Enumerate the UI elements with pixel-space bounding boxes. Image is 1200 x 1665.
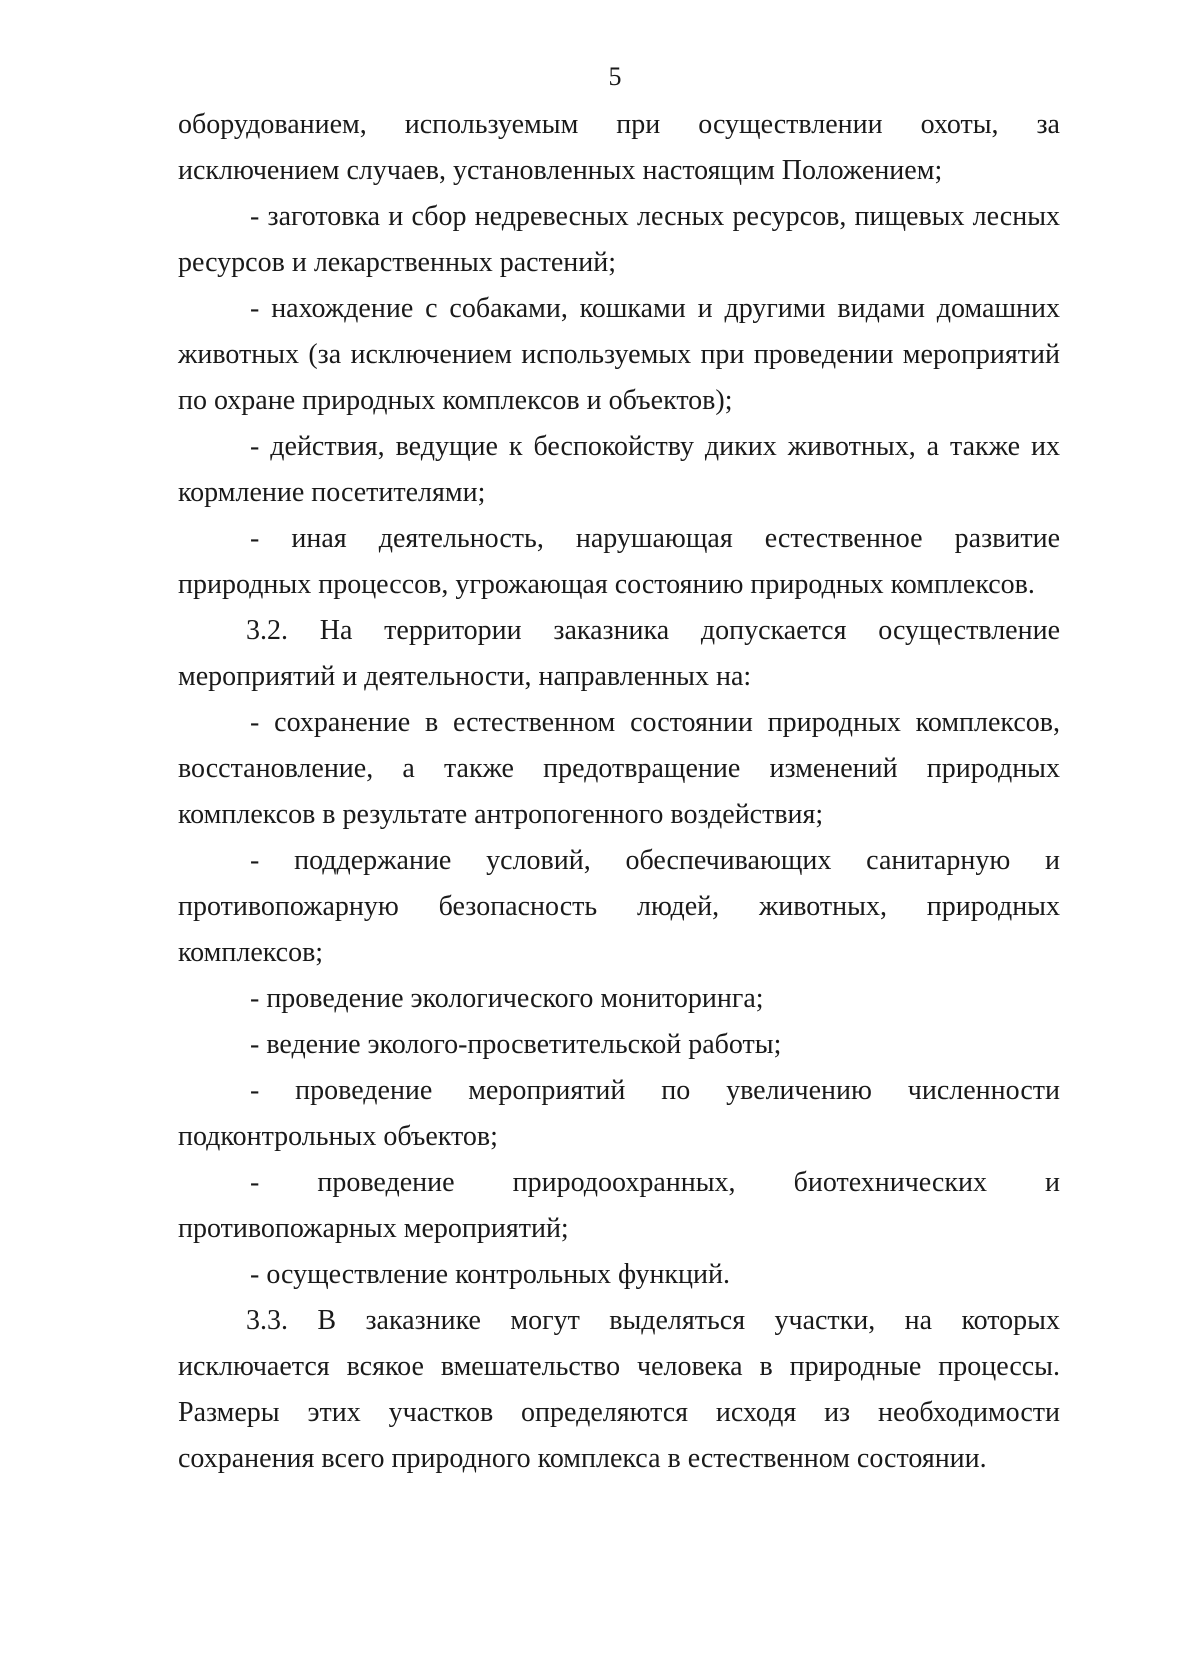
paragraph-continuation: оборудованием, используемым при осуществлении охоты, за исключением случаев, установленных настоящим Положением; <box>178 109 1060 186</box>
list-item-population-increase: - проведение мероприятий по увеличению численности подконтрольных объектов; <box>178 1075 1060 1152</box>
page-number: 5 <box>608 62 622 91</box>
list-item-other-activity: - иная деятельность, нарушающая естественное развитие природных процессов, угрожающая состоянию природных комплексов. <box>178 523 1060 600</box>
list-item-disturbing-wild-animals: - действия, ведущие к беспокойству диких животных, а также их кормление посетителями; <box>178 431 1060 508</box>
list-item-domestic-animals: - нахождение с собаками, кошками и другими видами домашних животных (за исключением используемых при проведении мероприятий по охране природных комплексов и объектов); <box>178 293 1060 416</box>
list-item-education: - ведение эколого-просветительской работы; <box>250 1029 782 1060</box>
list-item-forest-resources: - заготовка и сбор недревесных лесных ресурсов, пищевых лесных ресурсов и лекарственных растений; <box>178 201 1060 278</box>
list-item-preservation: - сохранение в естественном состоянии природных комплексов, восстановление, а также предотвращение изменений природных комплексов в результате антропогенного воздействия; <box>178 707 1060 830</box>
paragraph-3-2: 3.2. На территории заказника допускается осуществление мероприятий и деятельности, направленных на: <box>178 615 1060 692</box>
paragraph-3-3: 3.3. В заказнике могут выделяться участки, на которых исключается всякое вмешательство человека в природные процессы. Размеры этих участков определяются исходя из необходимости сохранения всего природного комплекса в естественном состоянии. <box>178 1305 1060 1474</box>
list-item-control-functions: - осуществление контрольных функций. <box>250 1259 730 1290</box>
list-item-monitoring: - проведение экологического мониторинга; <box>250 983 764 1014</box>
document-body <box>178 102 1060 1482</box>
list-item-conservation-measures: - проведение природоохранных, биотехнических и противопожарных мероприятий; <box>178 1167 1060 1244</box>
list-item-sanitary-safety: - поддержание условий, обеспечивающих санитарную и противопожарную безопасность людей, животных, природных комплексов; <box>178 845 1060 968</box>
